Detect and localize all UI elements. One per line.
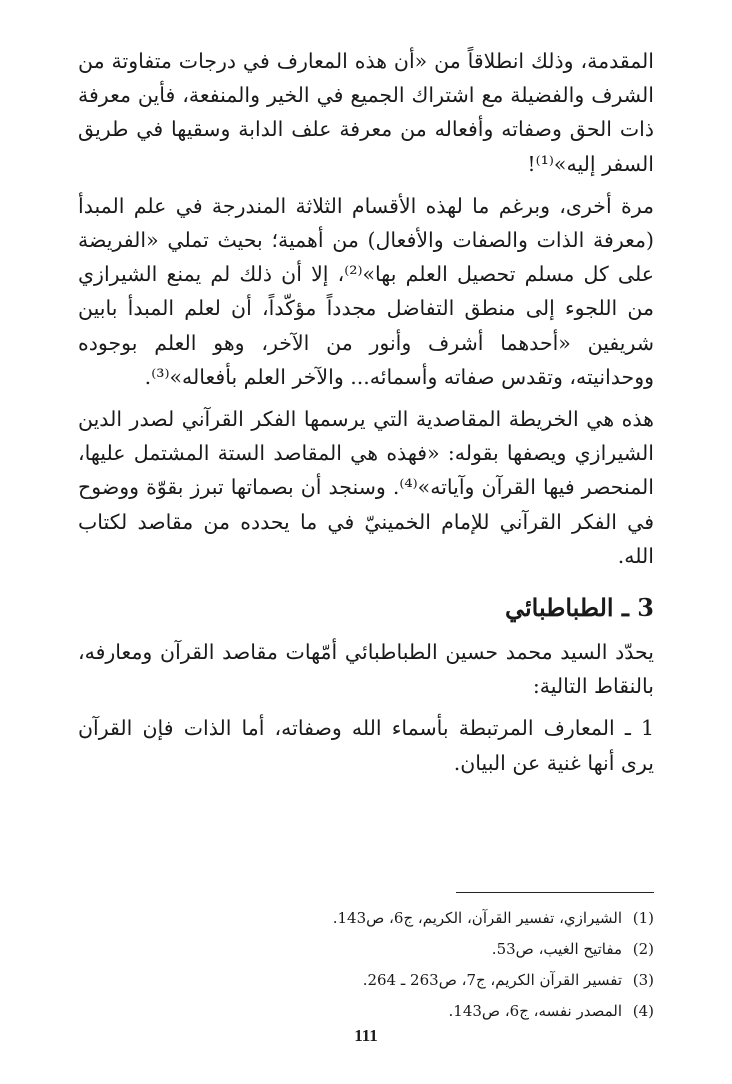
footnotes — [78, 870, 654, 1027]
footnote-item — [78, 996, 654, 1027]
body-paragraph-1: المقدمة، وذلك انطلاقاً من «أن هذه المعارف في درجات متفاوتة من الشرف والفضيلة مع اشتراك الجميع في الخير والمنفعة، فأين معرفة ذات الحق وصفاته وأفعاله من معرفة علف الدابة وسقيها في طريق السفر إليه»⁽¹⁾! — [78, 49, 654, 176]
footnote-number: (3) — [632, 971, 654, 989]
footnote-number: (1) — [632, 909, 654, 927]
footnote-item — [78, 903, 654, 934]
footnote-text: الشيرازي، تفسير القرآن، الكريم، ج6، ص143. — [332, 909, 622, 927]
page-body — [78, 44, 654, 780]
footnote-text: تفسير القرآن الكريم، ج7، ص263 ـ 264. — [362, 971, 622, 989]
section-paragraph-1: يحدّد السيد محمد حسين الطباطبائي أمّهات مقاصد القرآن ومعارفه، بالنقاط التالية: — [78, 640, 654, 699]
footnote-item — [78, 934, 654, 965]
footnote-number: (4) — [632, 1002, 654, 1020]
body-paragraph-3: هذه هي الخريطة المقاصدية التي يرسمها الفكر القرآني لصدر الدين الشيرازي ويصفها بقوله: «فهذه هي المقاصد الستة المشتمل عليها، المنحصر فيها القرآن وآياته»⁽⁴⁾. وسنجد أن بصماتها تبرز بقوّة ووضوح في الفكر القرآني للإمام الخمينيّ في ما يحدده من مقاصد لكتاب الله. — [78, 407, 654, 568]
section-paragraph-2: 1 ـ المعارف المرتبطة بأسماء الله وصفاته، أما الذات فإن القرآن يرى أنها غنية عن البيان. — [78, 716, 654, 775]
section-heading: 3 ـ الطباطبائي — [504, 593, 654, 623]
footnote-text: المصدر نفسه، ج6، ص143. — [448, 1002, 622, 1020]
page-number: 111 — [354, 1026, 378, 1045]
footnote-text: مفاتيح الغيب، ص53. — [491, 940, 622, 958]
footnote-number: (2) — [632, 940, 654, 958]
footnote-item — [78, 965, 654, 996]
body-paragraph-2: مرة أخرى، وبرغم ما لهذه الأقسام الثلاثة المندرجة في علم المبدأ (معرفة الذات والصفات والأفعال) من أهمية؛ بحيث تملي «الفريضة على كل مسلم تحصيل العلم بها»⁽²⁾، إلا أن ذلك لم يمنع الشيرازي من اللجوء إلى منطق التفاضل مجدداً مؤكّداً، أن لعلم المبدأ بابين شريفين «أحدهما أشرف وأنور من الآخر، وهو العلم بوجوده ووحدانيته، وتقدس صفاته وأسمائه... والآخر العلم بأفعاله»⁽³⁾. — [78, 193, 654, 389]
